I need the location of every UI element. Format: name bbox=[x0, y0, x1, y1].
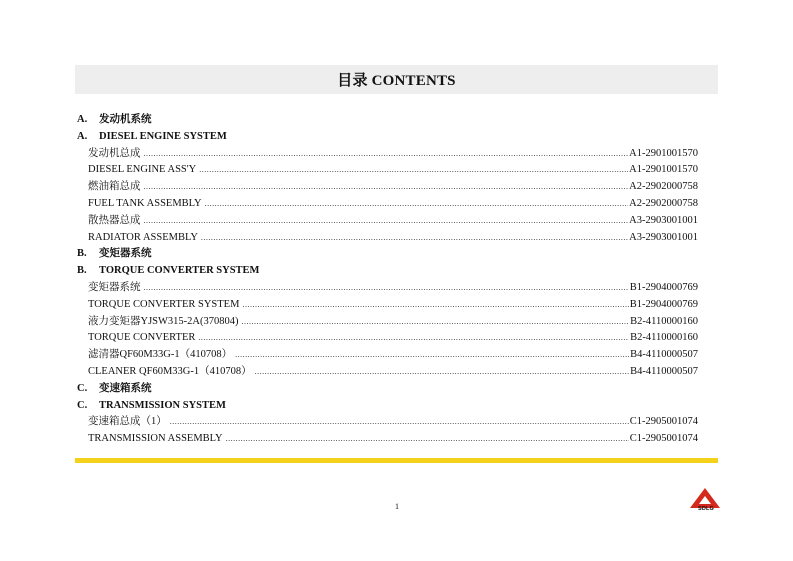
entry-label: 散热器总成 bbox=[88, 214, 141, 226]
entry-label: 发动机总成 bbox=[88, 147, 141, 159]
toc-entry[interactable] bbox=[75, 364, 698, 381]
dot-leader bbox=[205, 196, 629, 213]
entry-label: CLEANER QF60M33G-1（410708） bbox=[88, 365, 252, 377]
dot-leader bbox=[242, 314, 630, 331]
section-heading-en bbox=[75, 398, 698, 415]
toc-entry[interactable] bbox=[75, 347, 698, 364]
entry-page-ref: B1-2904000769 bbox=[629, 298, 698, 310]
dot-leader bbox=[255, 364, 629, 381]
dot-leader bbox=[170, 414, 629, 431]
section-heading-cn bbox=[75, 112, 698, 129]
section-title-cn: 变矩器系统 bbox=[99, 248, 152, 260]
entry-label: FUEL TANK ASSEMBLY bbox=[88, 197, 202, 209]
entry-page-ref: A2-2902000758 bbox=[629, 181, 698, 193]
toc-entry[interactable] bbox=[75, 314, 698, 331]
toc-entry[interactable] bbox=[75, 280, 698, 297]
section-heading-en bbox=[75, 263, 698, 280]
section-letter: A. bbox=[77, 130, 88, 142]
section-heading-cn bbox=[75, 381, 698, 398]
section-title-en: DIESEL ENGINE SYSTEM bbox=[99, 130, 227, 142]
dot-leader bbox=[144, 280, 629, 297]
entry-label: TRANSMISSION ASSEMBLY bbox=[88, 433, 223, 445]
section-letter: B. bbox=[77, 248, 87, 260]
dot-leader bbox=[144, 179, 629, 196]
dot-leader bbox=[235, 347, 629, 364]
toc-entry[interactable] bbox=[75, 179, 698, 196]
toc-entry[interactable] bbox=[75, 230, 698, 247]
entry-page-ref: B4-4110000507 bbox=[630, 365, 698, 377]
toc-entry[interactable] bbox=[75, 330, 698, 347]
entry-label: 变速箱总成（1） bbox=[88, 416, 167, 428]
toc-entry[interactable] bbox=[75, 196, 698, 213]
dot-leader bbox=[198, 330, 629, 347]
entry-label: TORQUE CONVERTER bbox=[88, 332, 196, 344]
entry-page-ref: A1-2901001570 bbox=[629, 147, 698, 159]
contents-title-bar bbox=[75, 65, 718, 94]
entry-page-ref: B2-4110000160 bbox=[630, 315, 698, 327]
entry-page-ref: C1-2905001074 bbox=[629, 416, 698, 428]
toc-entry[interactable] bbox=[75, 162, 698, 179]
section-title-en: TRANSMISSION SYSTEM bbox=[99, 399, 226, 411]
dot-leader bbox=[199, 162, 628, 179]
entry-page-ref: A2-2902000758 bbox=[629, 197, 698, 209]
dot-leader bbox=[201, 230, 628, 247]
toc-entry[interactable] bbox=[75, 431, 698, 448]
entry-label: 变矩器系统 bbox=[88, 281, 141, 293]
entry-page-ref: B4-4110000507 bbox=[630, 349, 698, 361]
entry-page-ref: C1-2905001074 bbox=[629, 433, 698, 445]
entry-label: 液力变矩器YJSW315-2A(370804) bbox=[88, 315, 239, 327]
section-title-cn: 发动机系统 bbox=[99, 114, 152, 125]
entry-page-ref: B1-2904000769 bbox=[629, 281, 698, 293]
toc-entry[interactable] bbox=[75, 297, 698, 314]
entry-label: DIESEL ENGINE ASS'Y bbox=[88, 164, 197, 176]
page-title: 目录 CONTENTS bbox=[337, 73, 456, 89]
toc-entry[interactable] bbox=[75, 146, 698, 163]
entry-page-ref: A1-2901001570 bbox=[629, 164, 698, 176]
section-letter: C. bbox=[77, 399, 88, 411]
page-number: 1 bbox=[395, 502, 399, 511]
table-of-contents bbox=[75, 112, 698, 448]
section-heading-en bbox=[75, 129, 698, 146]
dot-leader bbox=[144, 146, 629, 163]
yellow-divider bbox=[75, 458, 718, 463]
entry-page-ref: A3-2903001001 bbox=[629, 231, 698, 243]
toc-entry[interactable] bbox=[75, 213, 698, 230]
entry-label: RADIATOR ASSEMBLY bbox=[88, 231, 198, 243]
section-heading-cn bbox=[75, 246, 698, 263]
entry-page-ref: A3-2903001001 bbox=[629, 214, 698, 226]
section-letter: A. bbox=[77, 114, 88, 125]
logo-text: SDLG bbox=[697, 506, 715, 512]
section-letter: C. bbox=[77, 382, 88, 394]
entry-label: 燃油箱总成 bbox=[88, 181, 141, 193]
section-title-en: TORQUE CONVERTER SYSTEM bbox=[99, 265, 260, 277]
entry-label: TORQUE CONVERTER SYSTEM bbox=[88, 298, 240, 310]
dot-leader bbox=[226, 431, 629, 448]
dot-leader bbox=[144, 213, 629, 230]
entry-page-ref: B2-4110000160 bbox=[630, 332, 698, 344]
entry-label: 滤清器QF60M33G-1（410708） bbox=[88, 349, 233, 361]
toc-entry[interactable] bbox=[75, 414, 698, 431]
section-letter: B. bbox=[77, 265, 87, 277]
dot-leader bbox=[242, 297, 628, 314]
section-title-cn: 变速箱系统 bbox=[99, 382, 152, 394]
